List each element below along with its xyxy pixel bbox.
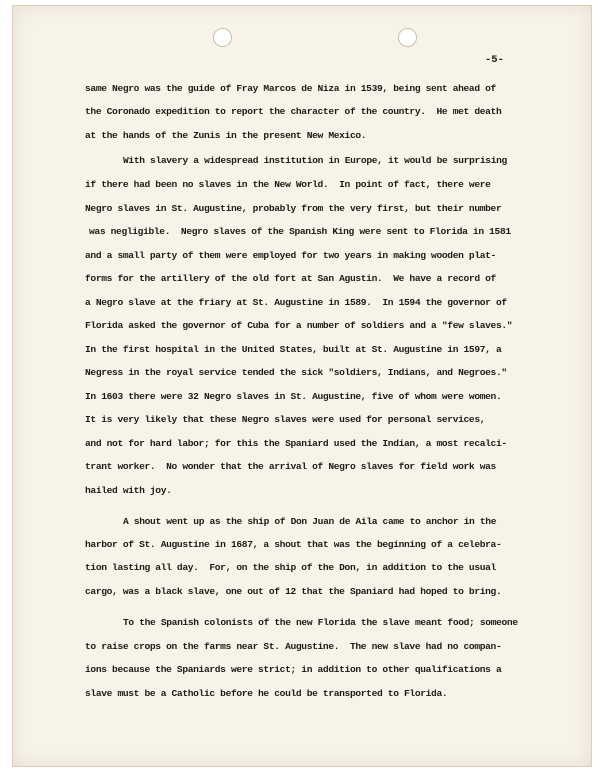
punch-hole-left xyxy=(213,28,232,47)
text-line: forms for the artillery of the old fort at San Agustin. We have a record of xyxy=(85,273,496,284)
text-line: tion lasting all day. For, on the ship of the Don, in addition to the usual xyxy=(85,562,496,573)
text-line: at the hands of the Zunis in the present New Mexico. xyxy=(85,130,367,141)
text-line: trant worker. No wonder that the arrival of Negro slaves for field work was xyxy=(85,461,496,472)
text-line: With slavery a widespread institution in Europe, it would be surprising xyxy=(123,155,507,166)
text-line: To the Spanish colonists of the new Florida the slave meant food; someone xyxy=(123,617,518,628)
text-line: Negress in the royal service tended the sick "soldiers, Indians, and Negroes." xyxy=(85,367,507,378)
text-line: Negro slaves in St. Augustine, probably from the very first, but their number xyxy=(85,203,502,214)
text-line: slave must be a Catholic before he could be transported to Florida. xyxy=(85,688,448,699)
text-line: It is very likely that these Negro slaves were used for personal services, xyxy=(85,414,486,425)
text-line: In 1603 there were 32 Negro slaves in St. Augustine, five of whom were women. xyxy=(85,391,502,402)
text-line: was negligible. Negro slaves of the Spanish King were sent to Florida in 1581 xyxy=(89,226,511,237)
text-line: a Negro slave at the friary at St. Augustine in 1589. In 1594 the governor of xyxy=(85,297,507,308)
text-line: cargo, was a black slave, one out of 12 that the Spaniard had hoped to bring. xyxy=(85,586,502,597)
text-line: and not for hard labor; for this the Spaniard used the Indian, a most recalci- xyxy=(85,438,507,449)
text-line: In the first hospital in the United States, built at St. Augustine in 1597, a xyxy=(85,344,502,355)
text-line: to raise crops on the farms near St. Augustine. The new slave had no compan- xyxy=(85,641,502,652)
text-line: the Coronado expedition to report the character of the country. He met death xyxy=(85,106,502,117)
text-line: A shout went up as the ship of Don Juan de Aila came to anchor in the xyxy=(123,516,497,527)
page-number: -5- xyxy=(485,54,504,66)
punch-hole-right xyxy=(398,28,417,47)
text-line: harbor of St. Augustine in 1687, a shout that was the beginning of a celebra- xyxy=(85,539,502,550)
text-line: Florida asked the governor of Cuba for a number of soldiers and a "few slaves." xyxy=(85,320,513,331)
text-line: and a small party of them were employed for two years in making wooden plat- xyxy=(85,250,496,261)
text-line: hailed with joy. xyxy=(85,485,172,496)
text-line: ions because the Spaniards were strict; in addition to other qualifications a xyxy=(85,664,502,675)
text-line: same Negro was the guide of Fray Marcos de Niza in 1539, being sent ahead of xyxy=(85,83,496,94)
text-line: if there had been no slaves in the New World. In point of fact, there were xyxy=(85,179,491,190)
document-page xyxy=(12,5,592,767)
